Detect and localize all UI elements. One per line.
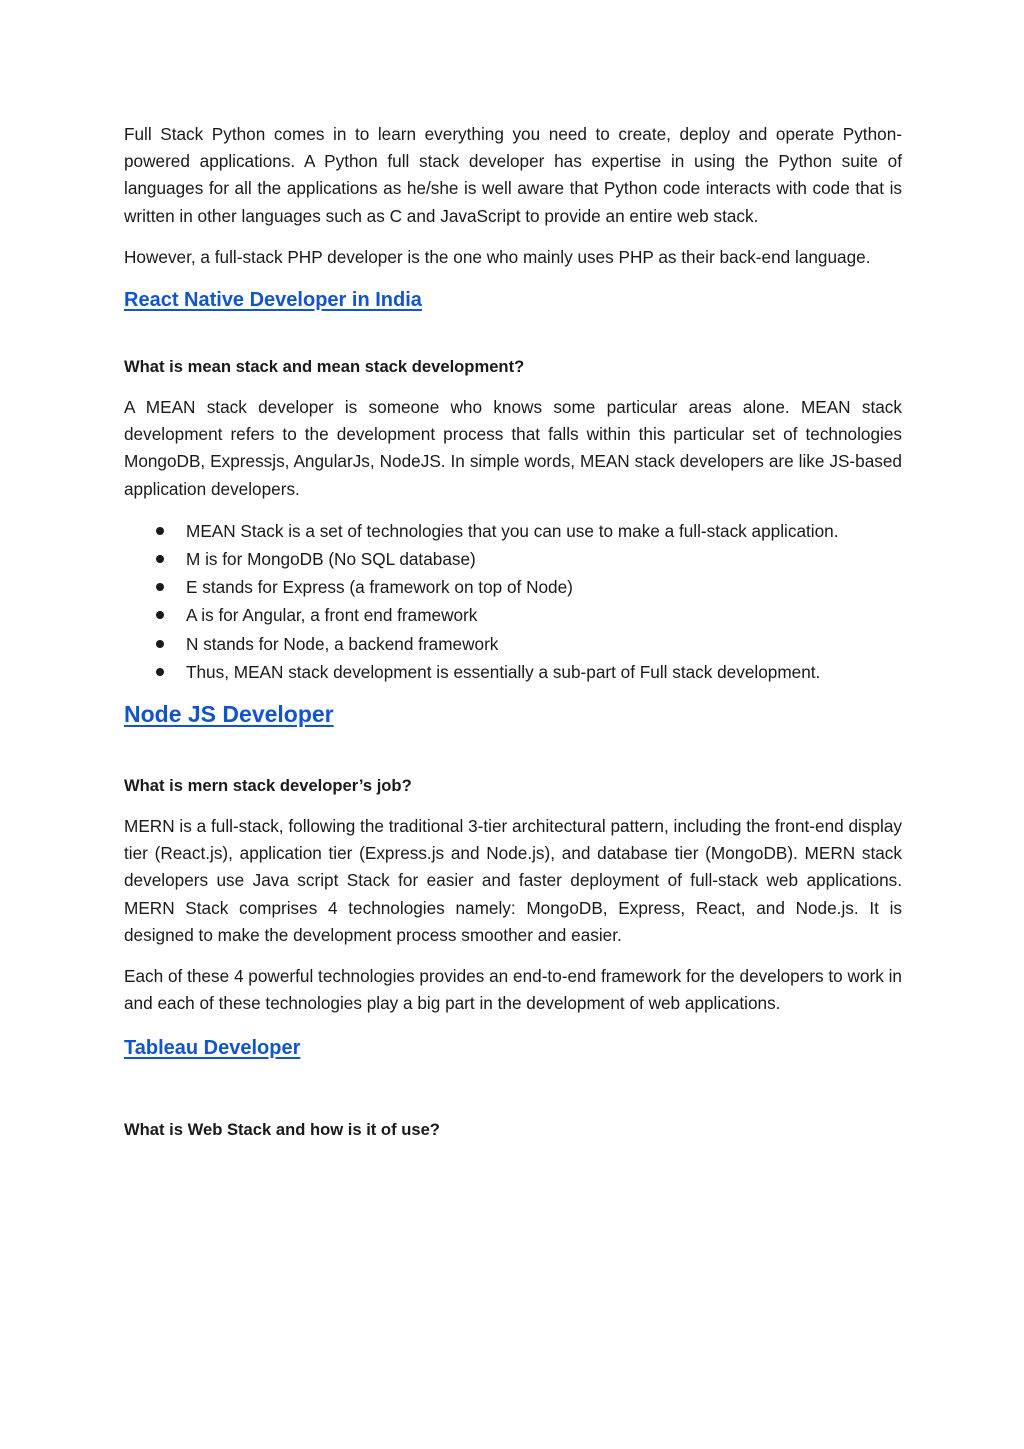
web-stack-question: What is Web Stack and how is it of use? bbox=[124, 1120, 440, 1140]
react-native-developer-link[interactable]: React Native Developer in India bbox=[124, 289, 422, 312]
list-item-text: MEAN Stack is a set of technologies that you can use to make a full-stack application. bbox=[186, 520, 839, 541]
mern-paragraph-2: Each of these 4 powerful technologies provides an end-to-end framework for the developers to work in and each of these technologies play a big part in the development of web applications. bbox=[124, 966, 902, 1014]
tableau-developer-link[interactable]: Tableau Developer bbox=[124, 1037, 301, 1060]
bullet-icon bbox=[156, 640, 164, 648]
mern-paragraph-1: MERN is a full-stack, following the traditional 3-tier architectural pattern, including the front-end display tier (React.js), application tier (Express.js and Node.js), and database tier (MongoDB). MERN stack developers use Java script Stack for easier and faster deployment of full-stack web applications. MERN Stack comprises 4 technologies namely: MongoDB, Express, React, and Node.js. It is designed to make the development process smoother and easier. bbox=[124, 816, 902, 945]
bullet-icon bbox=[156, 611, 164, 619]
list-item bbox=[124, 517, 902, 545]
list-item bbox=[124, 601, 902, 629]
bullet-icon bbox=[156, 583, 164, 591]
list-item bbox=[124, 630, 902, 658]
mern-stack-question: What is mern stack developer’s job? bbox=[124, 776, 412, 796]
list-item-text: A is for Angular, a front end framework bbox=[186, 605, 478, 626]
intro-paragraph-php: However, a full-stack PHP developer is the one who mainly uses PHP as their back-end language. bbox=[124, 246, 871, 267]
mean-stack-bullet-list bbox=[124, 517, 902, 686]
list-item-text: Thus, MEAN stack development is essentially a sub-part of Full stack development. bbox=[186, 661, 821, 682]
document-page bbox=[124, 121, 902, 1143]
list-item bbox=[124, 658, 902, 686]
node-js-developer-link[interactable]: Node JS Developer bbox=[124, 701, 334, 728]
list-item-text: E stands for Express (a framework on top of Node) bbox=[186, 577, 573, 598]
bullet-icon bbox=[156, 555, 164, 563]
list-item bbox=[124, 573, 902, 601]
mean-stack-paragraph: A MEAN stack developer is someone who knows some particular areas alone. MEAN stack development refers to the development process that falls within this particular set of technologies MongoDB, Expressjs, AngularJs, NodeJS. In simple words, MEAN stack developers are like JS-based application developers. bbox=[124, 397, 902, 499]
list-item bbox=[124, 545, 902, 573]
mean-stack-question: What is mean stack and mean stack development? bbox=[124, 357, 525, 377]
intro-paragraph-python: Full Stack Python comes in to learn everything you need to create, deploy and operate Python-powered applications. A Python full stack developer has expertise in using the Python suite of languages for all the applications as he/she is well aware that Python code interacts with code that is written in other languages such as C and JavaScript to provide an entire web stack. bbox=[124, 124, 902, 226]
bullet-icon bbox=[156, 527, 164, 535]
bullet-icon bbox=[156, 668, 164, 676]
list-item-text: N stands for Node, a backend framework bbox=[186, 633, 499, 654]
list-item-text: M is for MongoDB (No SQL database) bbox=[186, 549, 476, 570]
